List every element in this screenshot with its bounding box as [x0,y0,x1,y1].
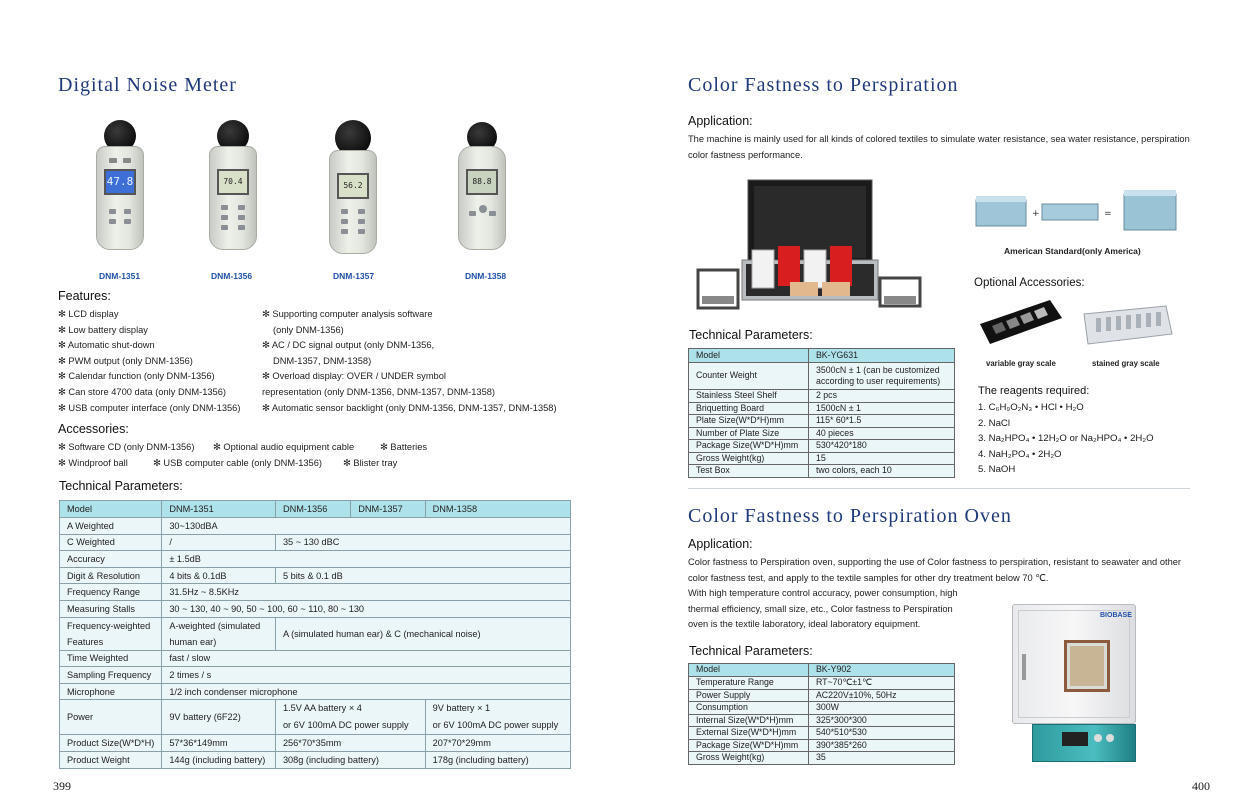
table-cell: Digit & Resolution [60,567,162,584]
table-cell: BK-Y902 [808,664,954,677]
table-cell: AC220V±10%, 50Hz [808,689,954,702]
table-cell: BK-YG631 [808,349,954,363]
table-cell: 15 [808,452,954,465]
table-cell: Stainless Steel Shelf [689,390,809,403]
table-cell: 207*70*29mm [425,735,570,752]
table-cell: two colors, each 10 [808,465,954,478]
page-number-right: 400 [1192,779,1210,793]
table-cell: Frequency Range [60,584,162,601]
table-cell: Package Size(W*D*H)mm [689,739,809,752]
table-cell: RT~70℃±1℃ [808,677,954,690]
table-cell: Model [689,664,809,677]
model-label: DNM-1351 [99,271,141,281]
noise-meter-image-1358: 88.8 [456,122,508,250]
table-cell: fast / slow [162,650,571,667]
features-list-right: ✻ Supporting computer analysis software (only DNM-1356) ✻ AC / DC signal output (only DNM-1356, DNM-1357, DNM-1358) ✻ Overload display: OVER / UNDER symbol representation (only DNM-1356, DNM-1357, DNM-1358) ✻ Automatic sensor backlight (only DNM-1356, DNM-1357, DNM-1358) [262,309,557,413]
table-cell: Consumption [689,702,809,715]
table-cell: 2 pcs [808,390,954,403]
stained-gray-scale-image [1082,304,1174,350]
application-text: The machine is mainly used for all kinds of colored textiles to simulate water resistance, sea water resistance, perspiration color fastness performance. [688,134,1190,160]
model-label: DNM-1356 [211,271,253,281]
table-cell: 30 ~ 130, 40 ~ 90, 50 ~ 100, 60 ~ 110, 80 ~ 130 [162,600,571,617]
table-cell: 3500cN ± 1 (can be customized according to user requirements) [808,363,954,390]
american-standard-label: American Standard(only America) [1004,246,1141,256]
noise-meter-image-1357: 56.2 [327,120,379,254]
application-heading: Application: [688,114,753,128]
table-cell: 35 [808,752,954,765]
table-cell: Microphone [60,683,162,700]
table-cell: 40 pieces [808,427,954,440]
table-cell: Temperature Range [689,677,809,690]
accessories-heading: Accessories: [58,422,129,436]
optional-accessories-heading: Optional Accessories: [974,277,1085,289]
table-cell: Power Supply [689,689,809,702]
accessory-item: ✻ Software CD (only DNM-1356) [58,442,195,452]
table-cell: Accuracy [60,551,162,568]
table-cell: / [162,534,276,551]
table-cell: 9V battery (6F22) [162,700,276,735]
table-cell: Measuring Stalls [60,600,162,617]
svg-text:+: + [1032,209,1040,219]
noise-meter-spec-table [59,500,571,769]
section-divider [688,488,1190,489]
table-cell: 31.5Hz ~ 8.5KHz [162,584,571,601]
table-cell: A (simulated human ear) & C (mechanical noise) [275,617,570,650]
table-cell: Counter Weight [689,363,809,390]
table-cell: Frequency-weighted Features [60,617,162,650]
american-standard-image [972,188,1180,234]
table-cell: 9V battery × 1 or 6V 100mA DC power supply [425,700,570,735]
table-cell: 2 times / s [162,667,571,684]
features-list-left: ✻ LCD display ✻ Low battery display ✻ Automatic shut-down ✻ PWM output (only DNM-1356) ✻ Calendar function (only DNM-1356) ✻ Can store 4700 data (only DNM-1356) ✻ USB computer interface (only DNM-1356) [58,309,241,413]
variable-gray-scale-image [976,296,1066,352]
table-cell: Sampling Frequency [60,667,162,684]
table-cell: DNM-1358 [425,501,570,518]
perspiration-oven-image: BIOBASE [1012,604,1136,766]
table-cell: Briquetting Board [689,402,809,415]
tech-params-heading: Technical Parameters: [689,644,813,658]
accessory-item: ✻ Optional audio equipment cable [213,442,355,452]
perspiration-spec-table [688,348,955,478]
table-cell: Gross Weight(kg) [689,452,809,465]
table-cell: 540*510*530 [808,727,954,740]
table-cell: A Weighted [60,518,162,535]
table-cell: C Weighted [60,534,162,551]
table-cell: 4 bits & 0.1dB [162,567,276,584]
accessory-item: ✻ Batteries [380,442,428,452]
table-cell: Model [60,501,162,518]
table-cell: 530*420*180 [808,440,954,453]
table-cell: DNM-1351 [162,501,276,518]
accessory-item: ✻ USB computer cable (only DNM-1356) [153,458,322,468]
application-heading: Application: [688,537,753,551]
table-cell: Package Size(W*D*H)mm [689,440,809,453]
accessory-item: ✻ Blister tray [343,458,398,468]
table-cell: DNM-1356 [275,501,350,518]
model-label: DNM-1357 [333,271,375,281]
table-cell: Product Size(W*D*H) [60,735,162,752]
table-cell: Model [689,349,809,363]
page-title-noise-meter: Digital Noise Meter [58,74,237,96]
features-heading: Features: [58,289,111,303]
table-cell: ± 1.5dB [162,551,571,568]
table-cell: 308g (including battery) [275,751,425,768]
table-cell: Gross Weight(kg) [689,752,809,765]
table-cell: 1500cN ± 1 [808,402,954,415]
svg-text:=: = [1104,209,1112,219]
table-cell: Test Box [689,465,809,478]
table-cell: DNM-1357 [351,501,425,518]
reagents-list: 1. C₆H₉O₂N₃ • HCl • H₂O 2. NaCl 3. Na₂HPO₄ • 12H₂O or Na₂HPO₄ • 2H₂O 4. NaH₂PO₄ • 2H₂O 5. NaOH [978,402,1154,476]
table-cell: 57*36*149mm [162,735,276,752]
model-label: DNM-1358 [465,271,507,281]
table-cell: Plate Size(W*D*H)mm [689,415,809,428]
table-cell: Product Weight [60,751,162,768]
table-cell: 1.5V AA battery × 4 or 6V 100mA DC power supply [275,700,425,735]
table-cell: 115* 60*1.5 [808,415,954,428]
table-cell: 30~130dBA [162,518,571,535]
tech-params-heading: Technical Parameters: [59,479,183,493]
table-cell: 144g (including battery) [162,751,276,768]
table-cell: Number of Plate Size [689,427,809,440]
stained-gray-scale-label: stained gray scale [1092,359,1160,368]
noise-meter-image-1351: 47.8 [94,120,146,250]
variable-gray-scale-label: variable gray scale [986,359,1056,368]
reagents-heading: The reagents required: [978,385,1090,397]
section-title-perspiration: Color Fastness to Perspiration [688,74,959,96]
table-cell: A-weighted (simulated human ear) [162,617,276,650]
table-cell: 256*70*35mm [275,735,425,752]
table-cell: Power [60,700,162,735]
section-title-oven: Color Fastness to Perspiration Oven [688,505,1012,527]
table-cell: 5 bits & 0.1 dB [275,567,570,584]
accessory-item: ✻ Windproof ball [58,458,128,468]
table-cell: 178g (including battery) [425,751,570,768]
perspiration-tester-case-image [694,178,926,314]
page-number-left: 399 [53,779,71,793]
table-cell: Internal Size(W*D*H)mm [689,714,809,727]
table-cell: 1/2 inch condenser microphone [162,683,571,700]
table-cell: External Size(W*D*H)mm [689,727,809,740]
oven-spec-table [688,663,955,765]
noise-meter-image-1356: 70.4 [207,120,259,250]
table-cell: Time Weighted [60,650,162,667]
tech-params-heading: Technical Parameters: [689,328,813,342]
table-cell: 325*300*300 [808,714,954,727]
application-text: Color fastness to Perspiration oven, supporting the use of Color fastness to perspiration, resistant to seawater and other color fastness test, and apply to the textile samples for other dry treatment below 70 ℃. With high temperature control accuracy, power consumption, high thermal efficiency, small size, etc., Color fastness to Perspiration oven is the textile laboratory, ideal laboratory equipment. [688,557,1182,630]
table-cell: 390*385*260 [808,739,954,752]
table-cell: 35 ~ 130 dBC [275,534,570,551]
table-cell: 300W [808,702,954,715]
